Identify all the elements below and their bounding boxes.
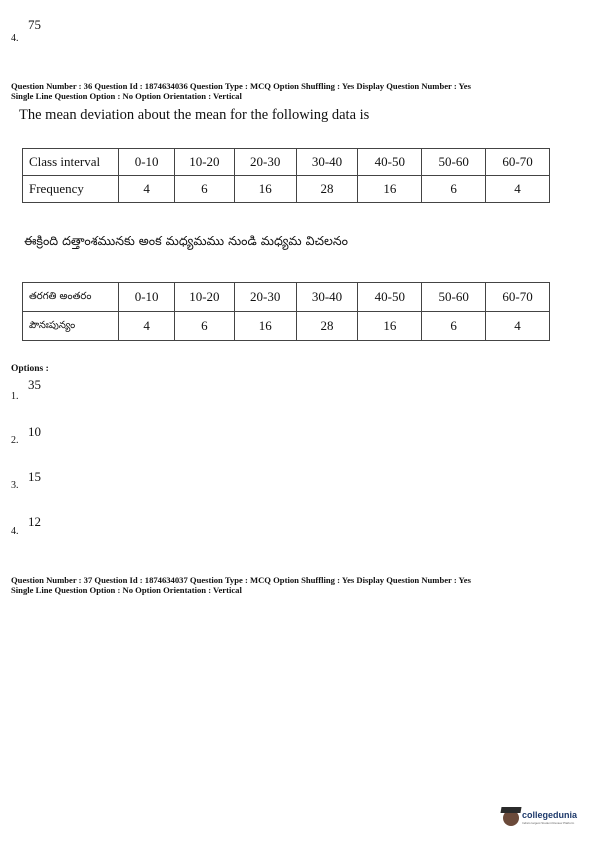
table-cell: 16 [358,312,422,341]
table-cell: 50-60 [422,149,486,176]
option-1-number: 1. [11,391,19,402]
frequency-table-te [22,282,550,341]
table-cell: 4 [119,312,175,341]
collegedunia-logo [503,806,591,832]
table-cell: 40-50 [358,283,422,312]
question-36-meta [11,81,581,101]
table-cell: 0-10 [119,149,175,176]
options-title: Options : [11,364,49,374]
question-37-meta-line1: Question Number : 37 Question Id : 1874634037 Question Type : MCQ Option Shuffling : Yes Display Question Number : Yes [11,575,471,585]
table-row [23,312,550,341]
table-cell: 0-10 [119,283,175,312]
table-cell: తరగతి అంతరం [23,283,119,312]
table-cell: 20-30 [234,149,296,176]
table-cell: 28 [296,312,358,341]
table-cell: 20-30 [234,283,296,312]
option-2-value[interactable]: 10 [28,424,41,439]
table-cell: Frequency [23,176,119,203]
table-cell: 50-60 [422,283,486,312]
table-cell: 60-70 [486,149,550,176]
logo-tagline: India's largest Student Review Platform [522,821,575,825]
table-cell: 6 [175,312,235,341]
prev-option-number: 4. [11,33,19,44]
table-cell: Class interval [23,149,119,176]
option-4-number: 4. [11,526,19,537]
table-cell: పౌనఃపున్యం [23,312,119,341]
table-cell: 28 [296,176,358,203]
option-2-number: 2. [11,435,19,446]
question-37-meta [11,575,581,595]
option-3-value[interactable]: 15 [28,469,41,484]
option-3-number: 3. [11,480,19,491]
table-cell: 60-70 [486,283,550,312]
question-37-meta-line2: Single Line Question Option : No Option Orientation : Vertical [11,585,242,595]
table-cell: 40-50 [358,149,422,176]
table-cell: 4 [486,312,550,341]
table-cell: 6 [175,176,235,203]
table-cell: 10-20 [175,283,235,312]
question-36-meta-line2: Single Line Question Option : No Option Orientation : Vertical [11,91,242,101]
table-cell: 4 [486,176,550,203]
option-1-value[interactable]: 35 [28,377,41,392]
option-4-value[interactable]: 12 [28,514,41,529]
table-cell: 16 [234,176,296,203]
table-cell: 30-40 [296,283,358,312]
question-36-text-en: The mean deviation about the mean for the following data is [19,107,370,123]
table-row [23,176,550,203]
table-row [23,149,550,176]
frequency-table-en [22,148,550,203]
graduate-icon [503,810,519,826]
question-36-text-te: ఈక్రింది దత్తాంశమునకు అంక మధ్యమము నుండి మధ్యమ విచలనం [24,233,348,248]
table-cell: 16 [234,312,296,341]
table-cell: 16 [358,176,422,203]
table-cell: 6 [422,176,486,203]
table-cell: 30-40 [296,149,358,176]
logo-name: collegedunia [522,810,578,820]
table-row [23,283,550,312]
table-cell: 4 [119,176,175,203]
table-cell: 6 [422,312,486,341]
question-36-meta-line1: Question Number : 36 Question Id : 1874634036 Question Type : MCQ Option Shuffling : Yes Display Question Number : Yes [11,81,471,91]
prev-option-value: 75 [28,17,41,32]
table-cell: 10-20 [175,149,235,176]
